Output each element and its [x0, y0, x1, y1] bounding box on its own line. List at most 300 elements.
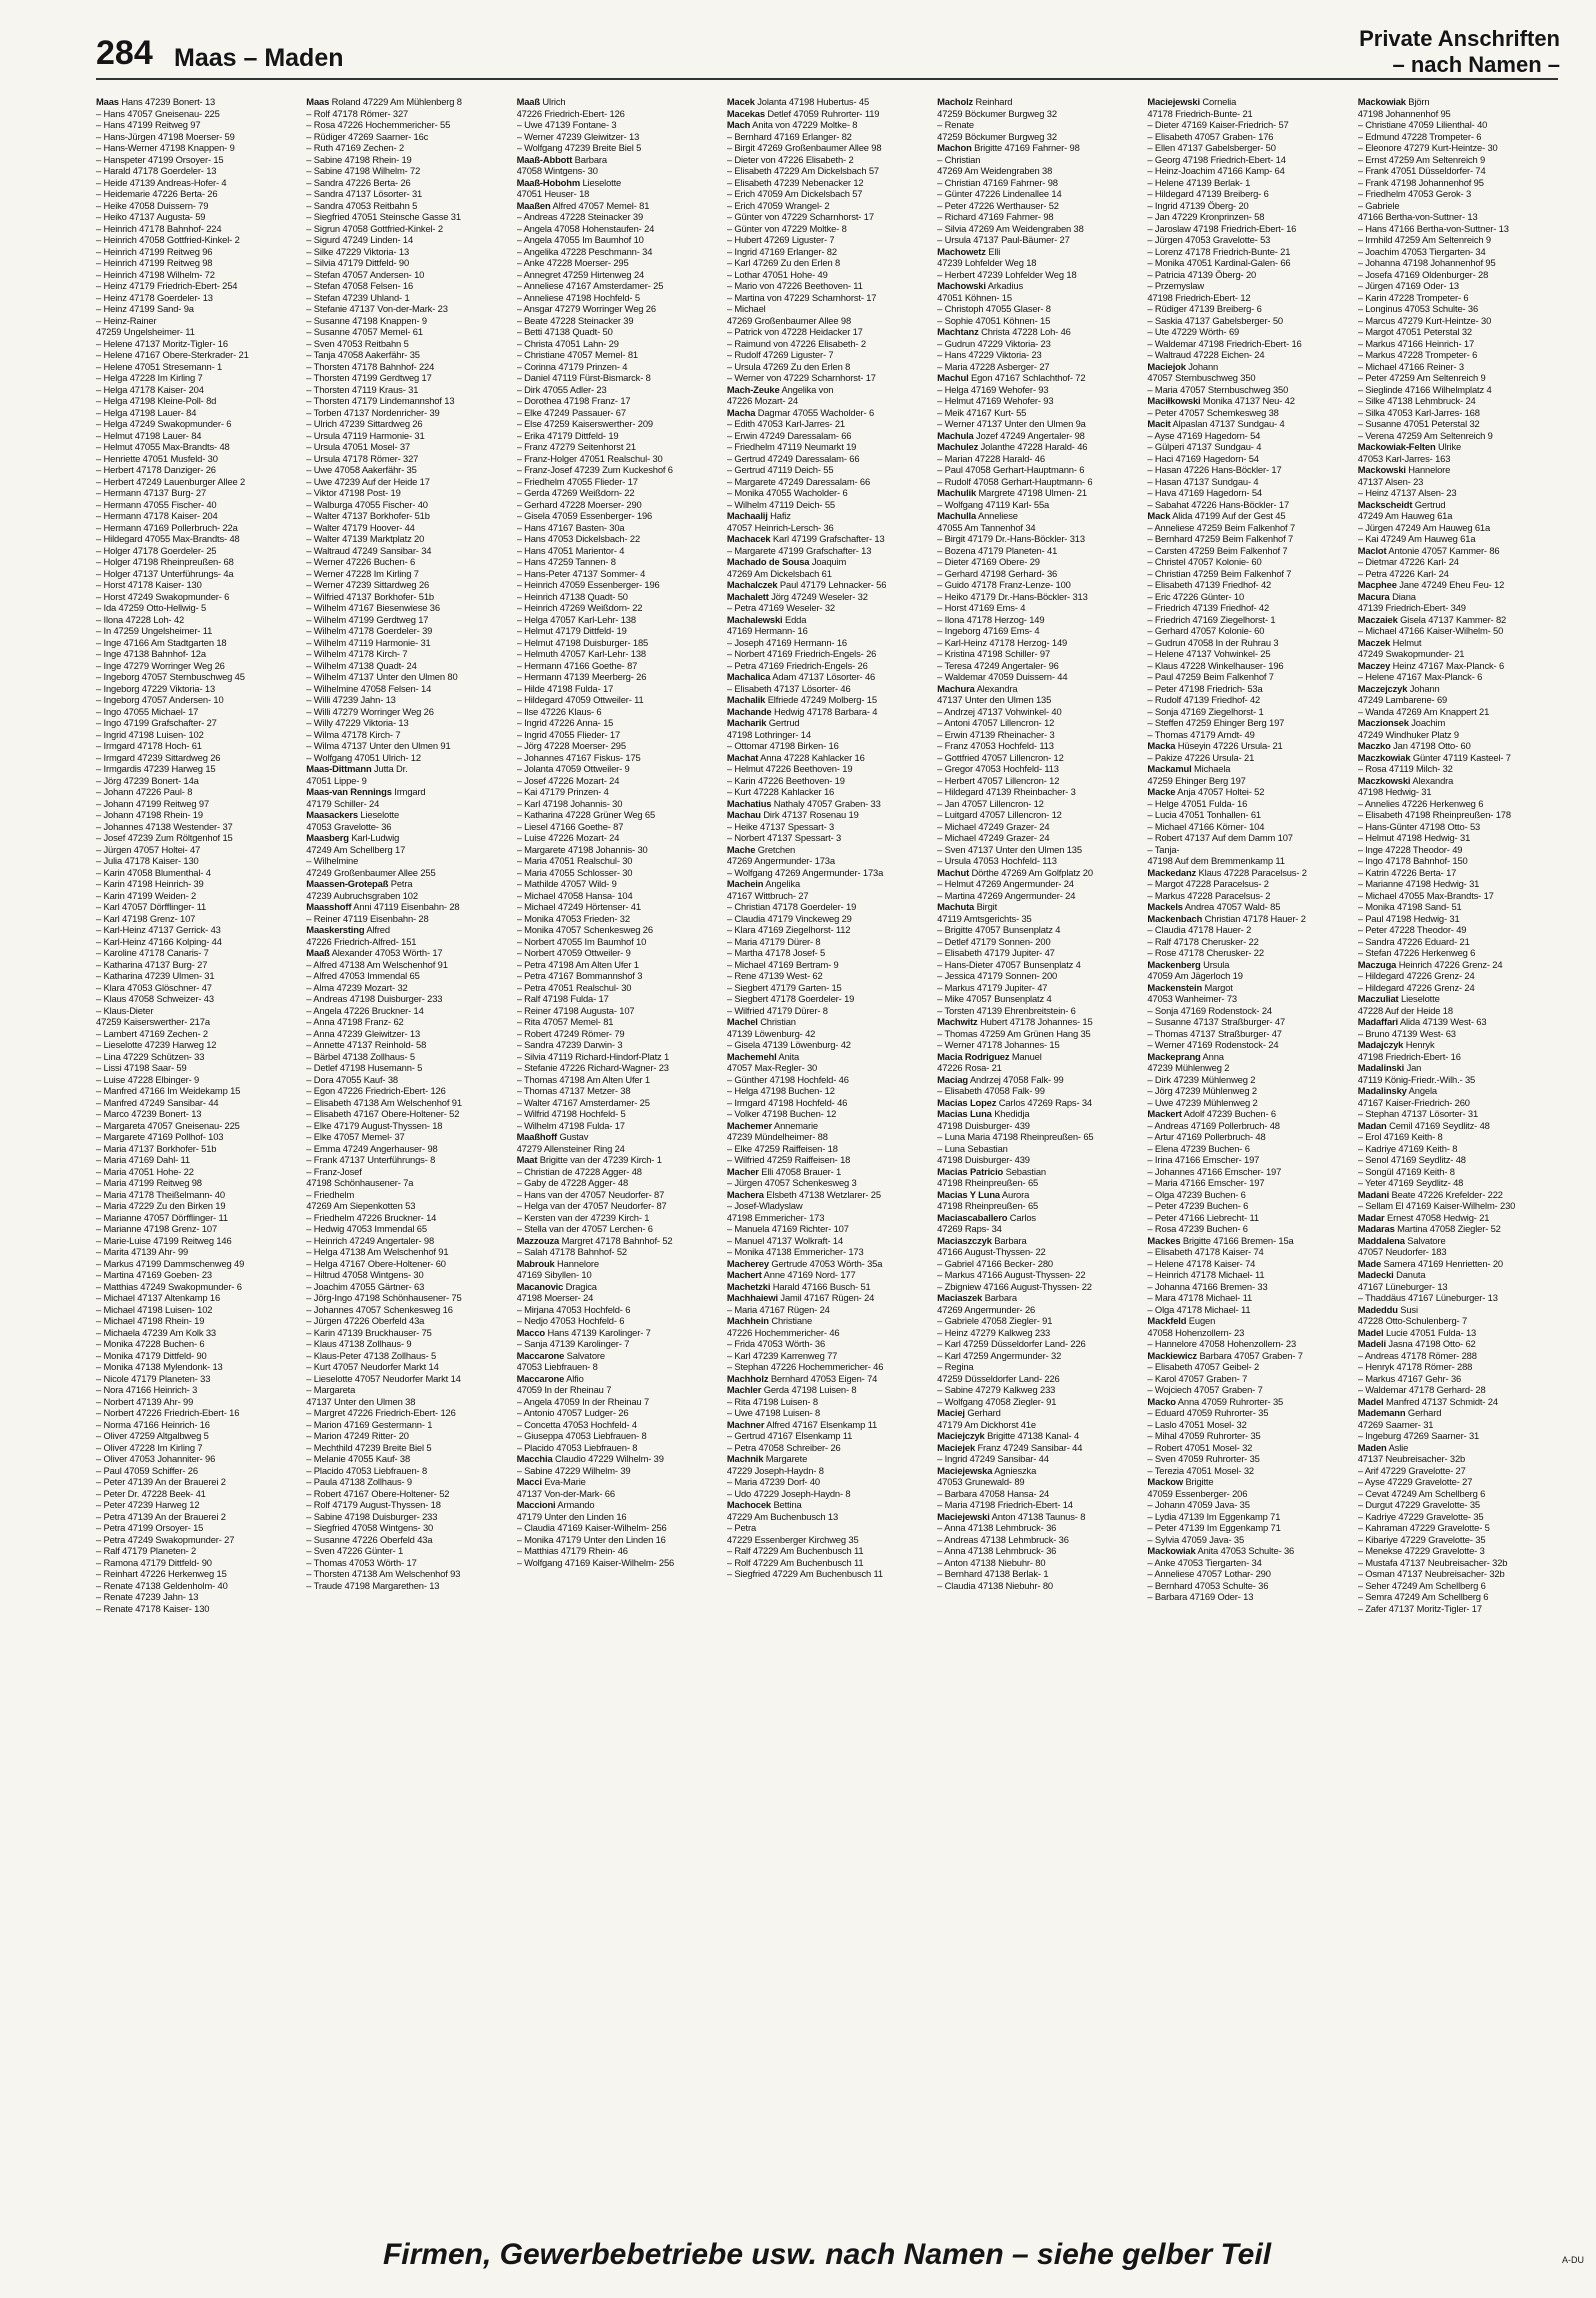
entry-details: – Thomas 47137 Metzer- 38 — [516, 1085, 631, 1096]
entry-details: – Werner 47178 Johannes- 15 — [937, 1039, 1060, 1050]
directory-entry — [517, 430, 717, 442]
entry-details: – Manfred 47166 Im Weidekamp 15 — [96, 1085, 241, 1096]
directory-entry — [1358, 1085, 1558, 1097]
directory-entry — [306, 1143, 506, 1155]
entry-details: – Petra 47051 Realschul- 30 — [516, 981, 632, 993]
directory-entry — [517, 269, 717, 281]
surname: Maciłkowski — [1147, 395, 1201, 406]
entry-details: – Margret 47226 Friedrich-Ebert- 126 — [306, 1407, 456, 1418]
entry-details: Ulrike — [1435, 441, 1462, 452]
entry-details: – Stefan 47226 Herkenweg 6 — [1357, 947, 1476, 958]
directory-entry — [306, 1315, 506, 1327]
entry-details: – Wilhelm 47178 Kirch- 7 — [306, 648, 408, 659]
directory-entry — [1147, 1361, 1347, 1373]
directory-entry — [937, 234, 1137, 246]
entry-details: 47239 Mühlenweg 2 — [1147, 1062, 1230, 1073]
entry-details: – Gisela 47059 Essenberger- 196 — [516, 510, 653, 521]
directory-entry — [306, 1476, 506, 1488]
entry-details: – Thomas 47259 Am Grünen Hang 35 — [937, 1027, 1091, 1039]
entry-details: – Sabine 47198 Rhein- 19 — [306, 153, 412, 165]
entry-details: – Egon 47226 Friedrich-Ebert- 126 — [306, 1085, 446, 1096]
entry-details: – Ernst 47259 Am Seltenreich 9 — [1357, 153, 1486, 165]
entry-details: Anna 47228 Kahlacker 16 — [758, 751, 865, 763]
directory-entry — [727, 1361, 927, 1373]
directory-entry — [1147, 648, 1347, 660]
entry-details: – Martina 47169 Goeben- 23 — [96, 1269, 212, 1280]
directory-entry — [1358, 108, 1558, 120]
entry-details: – Johannes 47138 Westender- 37 — [96, 820, 233, 832]
directory-entry — [1358, 1384, 1558, 1396]
directory-entry — [306, 614, 506, 626]
entry-details: – Hildegard 47055 Max-Brandts- 48 — [96, 533, 240, 544]
directory-entry — [1358, 96, 1558, 108]
surname: Machemer — [726, 1119, 773, 1131]
directory-entry — [1358, 269, 1558, 281]
entry-details: – Tanja 47058 Aakerfähr- 35 — [306, 349, 420, 360]
directory-entry — [306, 959, 506, 971]
entry-details: Paul 47179 Lehnacker- 56 — [777, 579, 887, 590]
entry-details: – Kadriye 47229 Gravelotte- 35 — [1357, 1510, 1484, 1522]
surname: Mackenberg — [1147, 958, 1201, 970]
entry-details: – Walter 47137 Borkhofer- 51b — [306, 510, 430, 521]
entry-details: 47198 Lothringer- 14 — [726, 728, 811, 740]
entry-details: – Gerda 47269 Weißdorn- 22 — [516, 487, 635, 498]
entry-details: – Elke 47057 Memel- 37 — [306, 1131, 405, 1142]
directory-entry — [1147, 1016, 1347, 1028]
entry-details: – Mirjana 47053 Hochfeld- 6 — [516, 1303, 631, 1315]
entry-details: – Traude 47198 Margarethen- 13 — [306, 1579, 440, 1591]
directory-entry — [1147, 453, 1347, 465]
entry-details: – Helmut 47198 Duisburger- 185 — [516, 636, 649, 648]
entry-details: – Michael 47249 Grazer- 24 — [937, 820, 1050, 832]
entry-details: – Uwe 47198 Luisen- 8 — [726, 1407, 821, 1418]
surname: Macphee — [1357, 579, 1397, 590]
directory-entry — [937, 533, 1137, 545]
directory-entry — [1147, 1522, 1347, 1534]
directory-entry — [727, 142, 927, 154]
entry-details: – Stephan 47137 Lösorter- 31 — [1357, 1108, 1479, 1119]
directory-entry — [306, 326, 506, 338]
directory-entry — [306, 349, 506, 361]
entry-details: – Margot 47051 Peterstal 32 — [1357, 326, 1472, 337]
directory-entry — [306, 1534, 506, 1546]
entry-details: – Elisabeth 47057 Graben- 176 — [1147, 130, 1274, 142]
entry-details: – Heinz 47137 Alsen- 23 — [1357, 487, 1457, 498]
entry-details: Annemarie — [772, 1119, 818, 1131]
entry-details: – Herbert 47057 Lillencron- 12 — [937, 774, 1060, 786]
directory-entry — [96, 1223, 296, 1235]
entry-details: – Patricia 47139 Öberg- 20 — [1147, 268, 1257, 280]
surname: Maaß-Abbott — [516, 153, 573, 165]
entry-details: – Gabriele — [1357, 199, 1400, 211]
directory-entry — [727, 1143, 927, 1155]
directory-entry — [517, 959, 717, 971]
directory-entry — [517, 878, 717, 890]
entry-details: – Luise 47228 Elbinger- 9 — [96, 1073, 200, 1085]
entry-details: Beate 47226 Krefelder- 222 — [1389, 1188, 1503, 1200]
directory-entry — [96, 96, 296, 108]
entry-details: – Walter 47167 Amsterdamer- 25 — [516, 1096, 650, 1108]
entry-details: – Hans van der 47057 Neudorfer- 87 — [516, 1188, 665, 1200]
entry-details: – Ingrid 47139 Öberg- 20 — [1147, 199, 1249, 211]
directory-entry — [517, 729, 717, 741]
entry-details: 47198 Hedwig- 31 — [1357, 786, 1432, 797]
directory-entry — [306, 867, 506, 879]
directory-entry — [1147, 234, 1347, 246]
directory-entry — [306, 775, 506, 787]
entry-details: – Holger 47198 Rheinpreußen- 68 — [96, 556, 234, 567]
directory-entry — [517, 993, 717, 1005]
entry-details: – Birgit 47269 Großenbaumer Allee 98 — [726, 142, 882, 153]
entry-details: – In 47259 Ungelsheimer- 11 — [96, 625, 213, 636]
entry-details: – Tanja- — [1147, 843, 1180, 855]
entry-details: – Josefa 47169 Oldenburger- 28 — [1357, 268, 1489, 280]
directory-entry — [937, 384, 1137, 396]
entry-details: – Annegret 47259 Hirtenweg 24 — [516, 268, 645, 280]
directory-entry — [727, 395, 927, 407]
entry-details: – Helmut 47198 Hedwig- 31 — [1357, 832, 1471, 843]
directory-entry — [1358, 1430, 1558, 1442]
surname: Mach-Zeuke — [726, 383, 780, 395]
entry-details: Jutta Dr. — [371, 763, 408, 774]
entry-details: – Elisabeth 47137 Lösorter- 46 — [726, 682, 851, 694]
entry-details: – Torsten 47139 Ehrenbreitstein- 6 — [937, 1004, 1076, 1016]
entry-details: – Kibariye 47229 Gravelotte- 35 — [1357, 1533, 1486, 1545]
directory-column — [306, 96, 506, 2186]
directory-entry — [517, 706, 717, 718]
entry-details: 47249 Lambarene- 69 — [1357, 694, 1448, 705]
directory-entry — [727, 602, 927, 614]
directory-entry — [96, 1143, 296, 1155]
directory-entry — [727, 418, 927, 430]
directory-entry — [517, 1545, 717, 1557]
directory-entry — [937, 1453, 1137, 1465]
directory-entry — [306, 522, 506, 534]
directory-entry — [1147, 878, 1347, 890]
directory-entry — [306, 1039, 506, 1051]
directory-entry — [96, 637, 296, 649]
directory-entry — [96, 384, 296, 396]
directory-entry — [1358, 959, 1558, 971]
entry-details: – Marita 47139 Ahr- 99 — [96, 1246, 189, 1257]
directory-entry — [937, 867, 1137, 879]
entry-details: – Przemyslaw — [1147, 280, 1204, 291]
directory-entry — [1358, 1120, 1558, 1132]
surname: Mack — [1147, 510, 1171, 521]
directory-entry — [517, 556, 717, 568]
directory-entry — [306, 1269, 506, 1281]
entry-details: Ulrich — [539, 96, 566, 107]
surname: Machon — [937, 142, 972, 153]
surname: Mache — [726, 843, 756, 855]
entry-details: – Petra 47198 Am Alten Ufer 1 — [516, 958, 639, 970]
entry-details: – Anneliese 47057 Lothar- 290 — [1147, 1568, 1271, 1579]
surname: Macias Patricio — [937, 1165, 1004, 1177]
directory-entry — [306, 1522, 506, 1534]
directory-entry — [306, 556, 506, 568]
surname: Mackowiak — [1147, 1545, 1196, 1556]
entry-details: Gerda 47198 Luisen- 8 — [761, 1384, 857, 1395]
entry-details: Alexander 47053 Wörth- 17 — [329, 947, 443, 958]
directory-entry — [306, 982, 506, 994]
entry-details: Hüseyin 47226 Ursula- 21 — [1175, 740, 1283, 751]
entry-details: Franz 47249 Sansibar- 44 — [975, 1441, 1083, 1453]
directory-entry — [1147, 269, 1347, 281]
directory-entry — [96, 1603, 296, 1615]
entry-details: – Christa 47051 Lahn- 29 — [516, 337, 619, 349]
directory-entry — [727, 809, 927, 821]
surname: Macke — [1147, 786, 1176, 797]
entry-details: – Karl 47057 Dörfflinger- 11 — [96, 901, 207, 912]
directory-entry — [306, 637, 506, 649]
entry-details: – Wilma 47137 Unter den Ulmen 91 — [306, 740, 451, 751]
directory-entry — [937, 395, 1137, 407]
directory-entry — [96, 970, 296, 982]
directory-entry — [937, 1315, 1137, 1327]
directory-entry — [517, 660, 717, 672]
entry-details: – Dorothea 47198 Franz- 17 — [516, 395, 631, 406]
entry-details: Gisela 47137 Kammer- 82 — [1397, 613, 1507, 625]
entry-details: – Wilhelm 47119 Deich- 55 — [726, 498, 835, 510]
directory-entry — [306, 602, 506, 614]
directory-entry — [1358, 1131, 1558, 1143]
entry-details: – Margarete 47199 Grafschafter- 13 — [726, 544, 872, 556]
entry-details: – Hiltrud 47058 Wintgens- 30 — [306, 1269, 424, 1280]
entry-details: – Ingrid 47226 Anna- 15 — [516, 717, 614, 728]
entry-details: – Bernhard 47138 Berlak- 1 — [937, 1568, 1049, 1579]
surname: Maciejewski — [1147, 96, 1200, 107]
entry-details: – Sandra 47226 Berta- 26 — [306, 176, 411, 188]
surname: Maczuliat — [1357, 993, 1399, 1004]
directory-entry — [517, 533, 717, 545]
directory-entry — [1358, 660, 1558, 672]
directory-entry — [937, 522, 1137, 534]
directory-entry — [96, 763, 296, 775]
entry-details: – Mike 47057 Bunsenplatz 4 — [937, 993, 1052, 1004]
directory-entry — [517, 545, 717, 557]
entry-details: – Hans-Jürgen 47198 Moerser- 59 — [96, 130, 235, 142]
directory-entry — [96, 1580, 296, 1592]
entry-details: Brigitte 47138 Kanal- 4 — [984, 1430, 1080, 1441]
entry-details: Anna — [1200, 1050, 1224, 1062]
entry-details: – Gertrud 47249 Daressalam- 66 — [726, 452, 860, 464]
entry-details: – Robert 47167 Obere-Holtener- 52 — [306, 1487, 450, 1499]
entry-details: – Heinz-Rainer — [96, 314, 157, 326]
directory-entry — [937, 1016, 1137, 1028]
directory-entry — [1147, 131, 1347, 143]
entry-details: – Paul 47198 Hedwig- 31 — [1357, 912, 1460, 924]
directory-entry — [1358, 1327, 1558, 1339]
entry-details: – Helmut 47226 Beethoven- 19 — [726, 763, 853, 774]
directory-entry — [727, 878, 927, 890]
directory-entry — [937, 510, 1137, 522]
directory-entry — [1147, 1407, 1347, 1419]
entry-details: – Gerhard 47198 Gerhard- 36 — [937, 567, 1058, 579]
directory-entry — [1358, 453, 1558, 465]
directory-entry — [96, 303, 296, 315]
entry-details: – Mihal 47059 Ruhrorter- 35 — [1147, 1430, 1261, 1441]
directory-entry — [306, 1361, 506, 1373]
entry-details: – Cevat 47249 Am Schellberg 6 — [1357, 1487, 1486, 1499]
directory-entry — [727, 522, 927, 534]
directory-entry — [517, 890, 717, 902]
directory-entry — [517, 1085, 717, 1097]
directory-entry — [1358, 1062, 1558, 1074]
entry-details: – Lieselotte 47057 Neudorfer Markt 14 — [306, 1372, 461, 1384]
entry-details: – Wolfgang 47119 Karl- 55a — [937, 498, 1050, 510]
directory-entry — [1358, 648, 1558, 660]
entry-details: 47226 Friedrich-Alfred- 151 — [306, 935, 417, 947]
directory-entry — [937, 1350, 1137, 1362]
entry-details: – Oliver 47259 Altgalbweg 5 — [96, 1430, 209, 1441]
entry-details: – Anton 47138 Niebuhr- 80 — [937, 1556, 1046, 1568]
entry-details: – Gabriel 47166 Becker- 280 — [937, 1257, 1053, 1269]
directory-entry — [727, 223, 927, 235]
directory-entry — [96, 108, 296, 120]
entry-details: Alfred — [364, 924, 390, 935]
directory-entry — [937, 1085, 1137, 1097]
directory-entry — [96, 292, 296, 304]
directory-entry — [517, 234, 717, 246]
directory-entry — [1358, 1476, 1558, 1488]
directory-entry — [727, 1557, 927, 1569]
directory-entry — [727, 648, 927, 660]
directory-entry — [727, 1235, 927, 1247]
entry-details: – Helga 47167 Obere-Holtener- 60 — [306, 1257, 446, 1269]
directory-entry — [727, 1108, 927, 1120]
entry-details: Edda — [782, 613, 807, 625]
surname: Maczuga — [1357, 958, 1397, 970]
directory-entry — [306, 108, 506, 120]
directory-entry — [517, 1189, 717, 1201]
surname: Madaras — [1357, 1223, 1395, 1234]
entry-details: – Ursula 47178 Römer- 327 — [306, 452, 419, 464]
directory-entry — [96, 1097, 296, 1109]
surname: Macias Lopez — [937, 1096, 997, 1108]
directory-entry — [1358, 1281, 1558, 1293]
entry-details: – Rolf 47179 August-Thyssen- 18 — [306, 1499, 441, 1510]
entry-details: – Elke 47179 August-Thyssen- 18 — [306, 1119, 443, 1131]
surname: Macchia — [516, 1453, 553, 1464]
directory-entry — [727, 303, 927, 315]
directory-entry — [727, 476, 927, 488]
entry-details: – Peter 47259 Am Seltenreich 9 — [1357, 372, 1486, 383]
entry-details: Jörg 47249 Weseler- 32 — [768, 590, 868, 602]
entry-details: – Elisabeth 47138 Am Welschenhof 91 — [306, 1096, 462, 1108]
entry-details: 47053 Liebfrauen- 8 — [516, 1361, 598, 1372]
entry-details: Joachim — [1408, 717, 1446, 728]
entry-details: – Peter 47057 Schemkesweg 38 — [1147, 406, 1279, 418]
entry-details: – Sven 47053 Reitbahn 5 — [306, 337, 409, 349]
directory-entry — [937, 1074, 1137, 1086]
entry-details: – Elisabeth 47198 Rheinpreußen- 178 — [1357, 809, 1511, 820]
entry-details: Christian — [757, 1016, 796, 1027]
directory-entry — [517, 108, 717, 120]
entry-details: – Peter 47139 An der Brauerei 2 — [96, 1476, 226, 1487]
directory-entry — [96, 1039, 296, 1051]
entry-details: – Helga 47138 Am Welschenhof 91 — [306, 1246, 449, 1257]
directory-entry — [96, 1200, 296, 1212]
directory-entry — [517, 809, 717, 821]
entry-details: – Volker 47198 Buchen- 12 — [726, 1108, 837, 1119]
surname: Macko — [1147, 1395, 1176, 1407]
surname: Madeddu — [1357, 1303, 1398, 1315]
entry-details: – Waltraud 47228 Eichen- 24 — [1147, 349, 1265, 360]
entry-details: 47058 Wintgens- 30 — [516, 165, 598, 176]
directory-entry — [937, 1327, 1137, 1339]
entry-details: – Lydia 47139 Im Eggenkamp 71 — [1147, 1510, 1281, 1522]
directory-entry — [306, 1028, 506, 1040]
entry-details: 47055 Am Tannenhof 34 — [937, 521, 1036, 533]
surname: Machemehl — [726, 1050, 777, 1062]
entry-details: – Siegfried 47058 Wintgens- 30 — [306, 1522, 434, 1533]
directory-entry — [1147, 1315, 1347, 1327]
entry-details: – Jürgen 47057 Schenkesweg 3 — [726, 1177, 857, 1188]
directory-entry — [1147, 545, 1347, 557]
directory-entry — [306, 510, 506, 522]
entry-details: – Friedhelm — [306, 1188, 355, 1200]
entry-details: – Markus 47179 Jupiter- 47 — [937, 981, 1048, 993]
entry-details: Carlos — [1007, 1211, 1036, 1223]
directory-entry — [937, 1476, 1137, 1488]
directory-entry — [306, 683, 506, 695]
directory-entry — [517, 1304, 717, 1316]
directory-entry — [517, 591, 717, 603]
directory-entry — [727, 1545, 927, 1557]
entry-details: Heinrich 47226 Grenz- 24 — [1396, 958, 1503, 970]
directory-entry — [727, 1327, 927, 1339]
entry-details: – Detlef 47179 Sonnen- 200 — [937, 935, 1051, 947]
entry-details: 47169 Hermann- 16 — [726, 625, 808, 636]
directory-entry — [96, 1534, 296, 1546]
directory-entry — [306, 1246, 506, 1258]
entry-details: – Jürgen 47053 Gravelotte- 53 — [1147, 234, 1271, 245]
directory-entry — [937, 1292, 1137, 1304]
directory-entry — [96, 1235, 296, 1247]
entry-details: – Siegfried 47229 Am Buchenbusch 11 — [726, 1568, 883, 1579]
entry-details: – Edmund 47228 Trompeter- 6 — [1357, 130, 1482, 142]
directory-entry — [727, 970, 927, 982]
entry-details: 47198 Rheinpreußen- 65 — [937, 1200, 1039, 1211]
directory-entry — [1147, 591, 1347, 603]
entry-details: – Heinz-Joachim 47166 Kamp- 64 — [1147, 165, 1285, 176]
directory-entry — [1358, 591, 1558, 603]
directory-entry — [727, 694, 927, 706]
directory-entry — [727, 269, 927, 281]
entry-details: – Kurt 47057 Neudorfer Markt 14 — [306, 1361, 439, 1372]
directory-entry — [306, 533, 506, 545]
entry-details: – Silke 47138 Lehmbruck- 24 — [1357, 395, 1476, 406]
entry-details: 47259 Böckumer Burgweg 32 — [937, 130, 1057, 142]
directory-entry — [1358, 1407, 1558, 1419]
directory-entry — [1358, 1396, 1558, 1408]
entry-details: – Franz-Holger 47051 Realschul- 30 — [516, 452, 663, 464]
directory-entry — [96, 418, 296, 430]
directory-entry — [517, 1120, 717, 1132]
surname: Macka — [1147, 740, 1176, 751]
directory-entry — [937, 246, 1137, 258]
directory-entry — [937, 349, 1137, 361]
directory-entry — [306, 936, 506, 948]
entry-details: Christiane — [768, 1315, 813, 1326]
entry-details: – Michael 47198 Rhein- 19 — [96, 1315, 205, 1326]
directory-entry — [306, 338, 506, 350]
directory-entry — [306, 1511, 506, 1523]
directory-entry — [96, 165, 296, 177]
entry-details: – Manfred 47249 Sansibar- 44 — [96, 1096, 219, 1108]
directory-entry — [937, 1407, 1137, 1419]
directory-entry — [937, 982, 1137, 994]
